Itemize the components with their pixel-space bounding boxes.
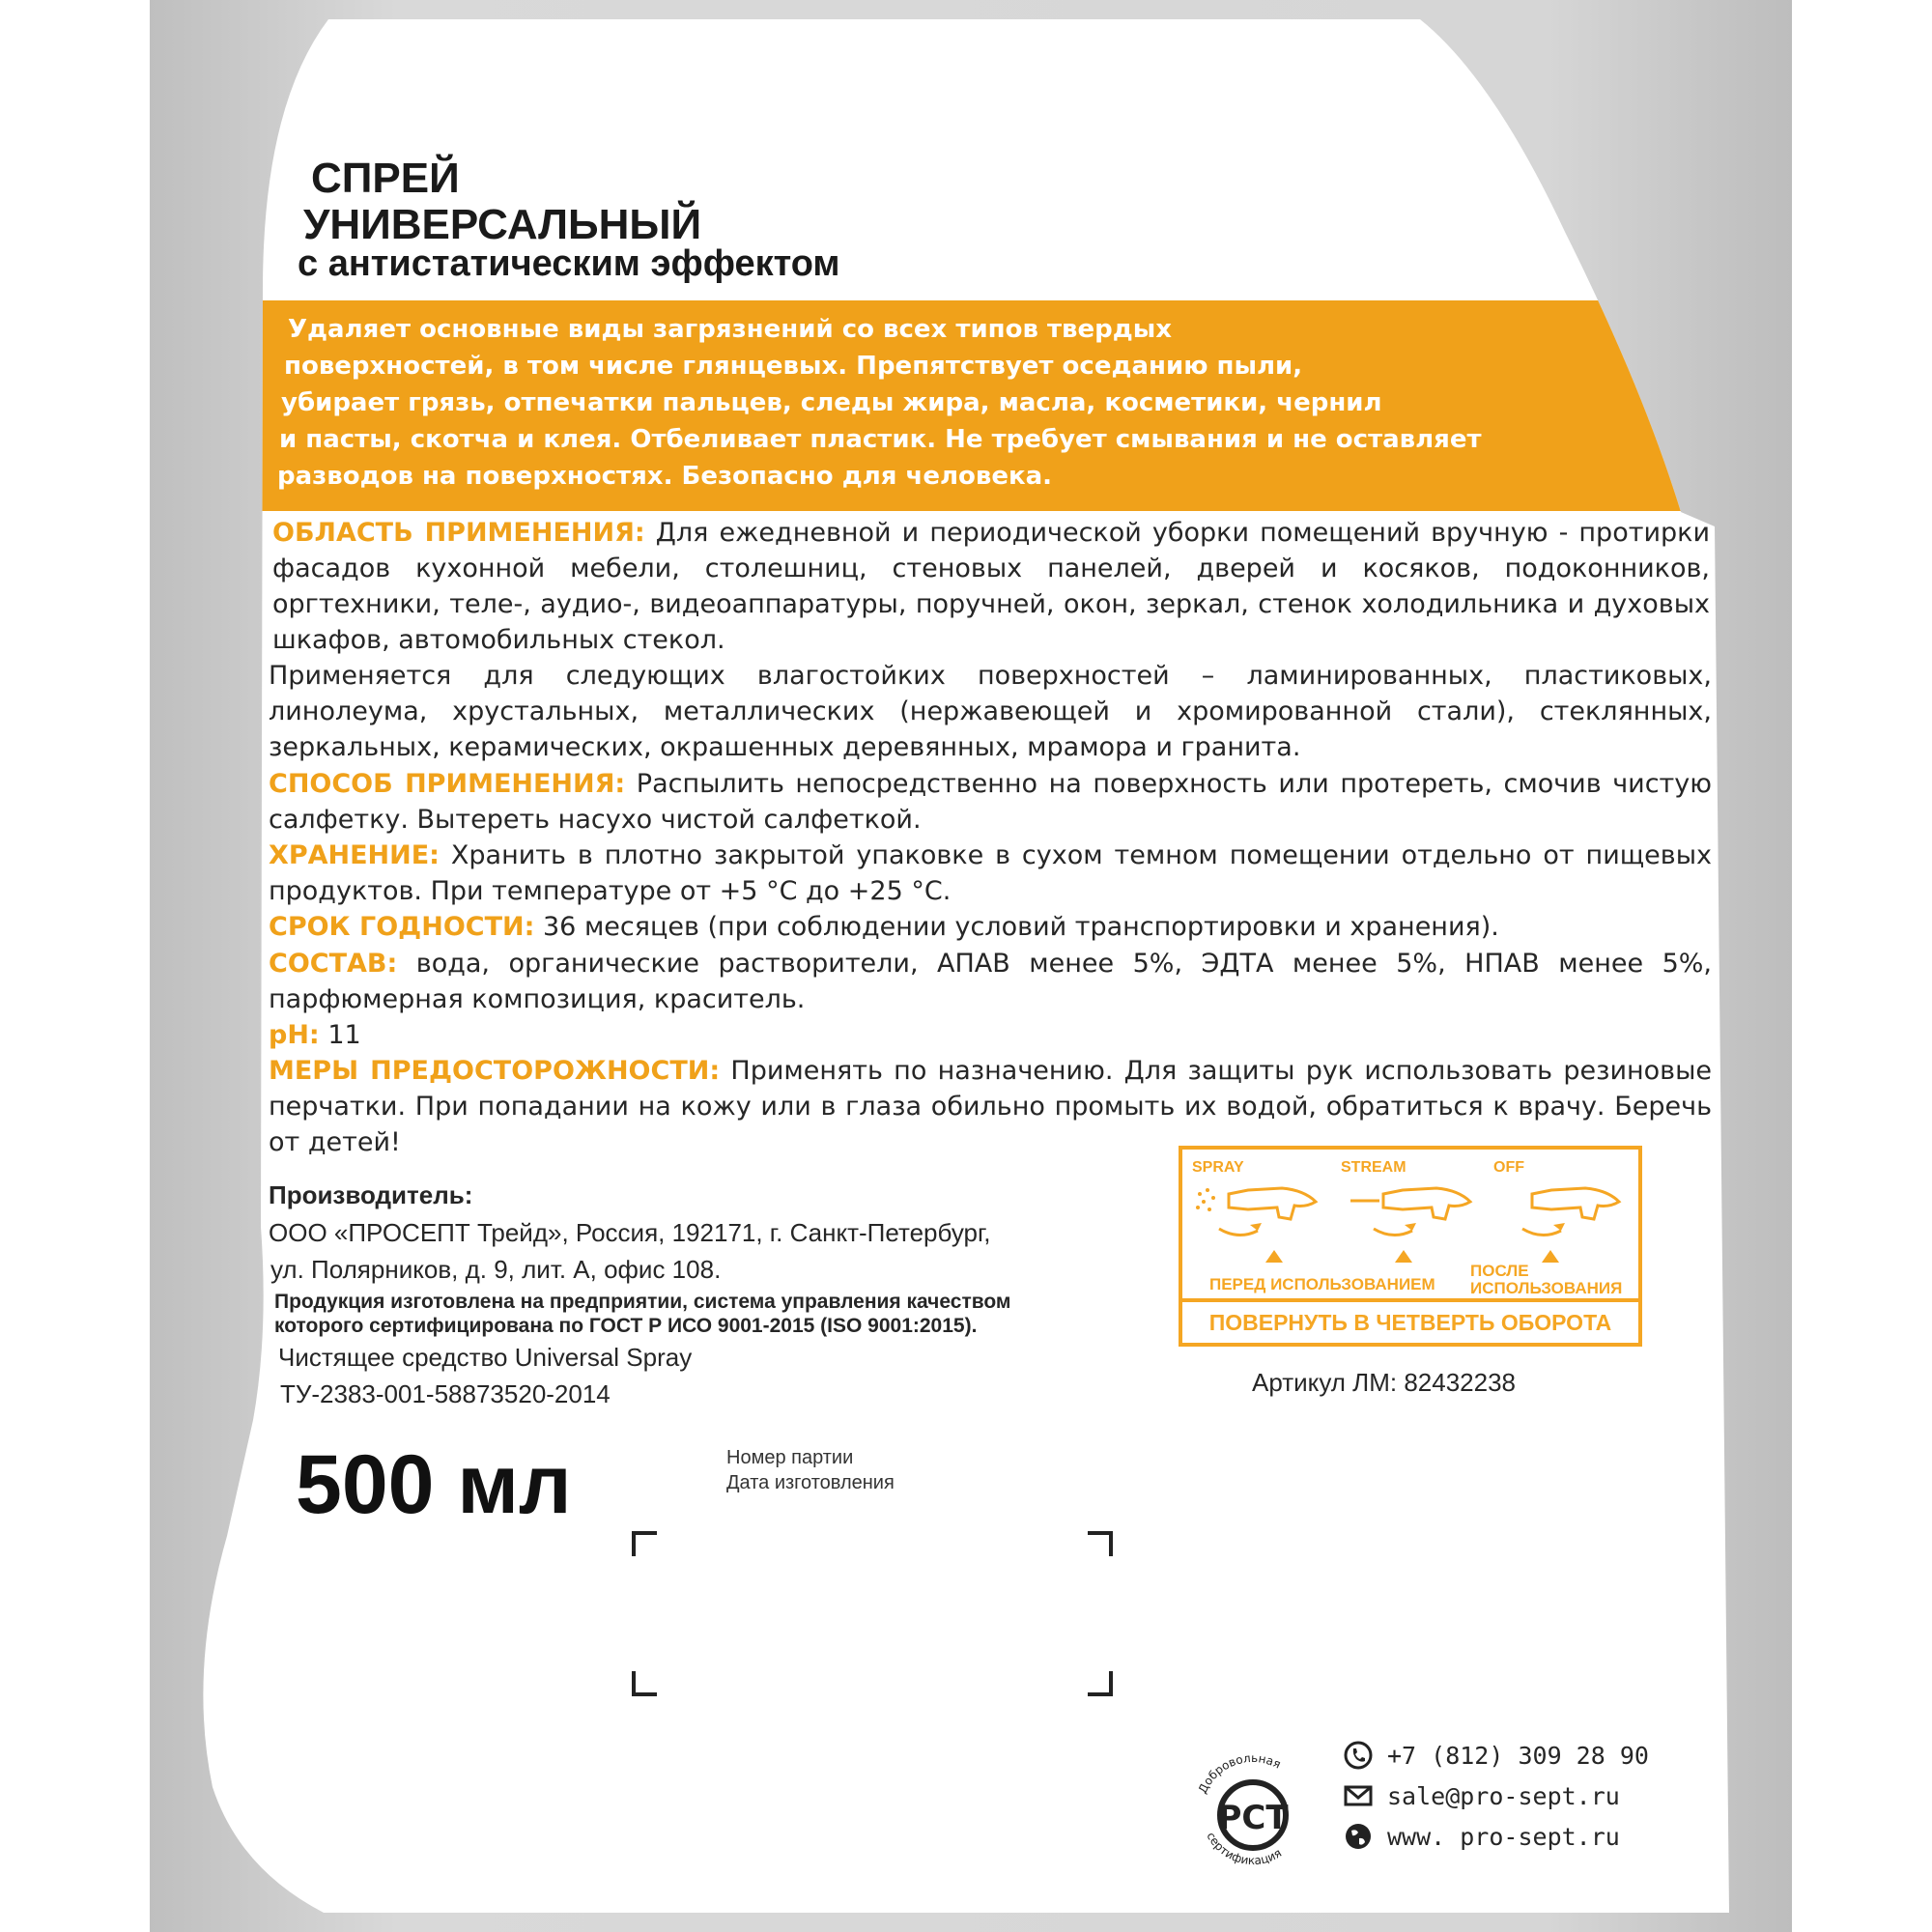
composition-text: вода, органические растворители, АПАВ менее 5%, ЭДТА менее 5%, НПАВ менее 5%, парфюмерная композиция, краситель.	[269, 949, 1712, 1014]
arrow-up-icon	[1265, 1250, 1283, 1263]
email-address[interactable]: sale@pro-sept.ru	[1387, 1781, 1620, 1810]
turn-instruction-banner	[1182, 1298, 1638, 1343]
phone-number[interactable]: +7 (812) 309 28 90	[1387, 1741, 1649, 1770]
mode-label-spray: SPRAY	[1192, 1159, 1244, 1176]
storage-text: Хранить в плотно закрытой упаковке в сухом темном помещении отдельно от пищевых продуктов. При температуре от +5 °С до +25 °С.	[269, 840, 1713, 906]
after-use-caption-line2: ИСПОЛЬЗОВАНИЯ	[1470, 1279, 1623, 1297]
product-subtitle: с антистатическим эффектом	[298, 243, 840, 284]
nozzle-stream-icon	[1345, 1180, 1490, 1248]
shelf-life-section	[269, 909, 1712, 945]
promo-line: разводов на поверхностях. Безопасно для человека.	[277, 462, 1053, 491]
contact-web	[1343, 1820, 1620, 1853]
product-title-line2: УНИВЕРСАЛЬНЫЙ	[303, 201, 702, 248]
certification-seal-icon	[1188, 1748, 1318, 1878]
manufacturer-address-line2: ул. Полярников, д. 9, лит. А, офис 108.	[270, 1255, 722, 1284]
usage-area-text: Для ежедневной и периодической уборки помещений вручную - протирки фасадов кухонной мебели, столешниц, стеновых панелей, дверей и косяков, подоконников, оргтехники, теле-, аудио-, видеоаппаратуры, поручней, окон, зеркал, стенок холодильника и духовых шкафов, автомобильных стекол.	[272, 518, 1710, 655]
mode-label-off: OFF	[1493, 1159, 1524, 1176]
surfaces-text: Применяется для следующих влагостойких поверхностей – ламинированных, пластиковых, линолеума, хрустальных, металлических (нержавеющей и хромированной стали), стеклянных, зеркальных, керамических, окрашенных деревянных, мрамора и гранита.	[269, 661, 1712, 762]
contact-phone	[1343, 1739, 1649, 1772]
method-title: СПОСОБ ПРИМЕНЕНИЯ:	[269, 769, 626, 799]
precautions-text: Применять по назначению. Для защиты рук использовать резиновые перчатки. При попадании на кожу или в глаза обильно промыть их водой, обратиться к врачу. Беречь от детей!	[269, 1056, 1713, 1157]
before-use-caption: ПЕРЕД ИСПОЛЬЗОВАНИЕМ	[1209, 1275, 1435, 1293]
quality-statement: Продукция изготовлена на предприятии, система управления качеством	[274, 1291, 1011, 1313]
stamp-corner	[1088, 1671, 1113, 1696]
svg-text:Добровольная: Добровольная	[1195, 1750, 1284, 1796]
ph-section	[269, 1017, 1712, 1053]
storage-section	[269, 838, 1712, 909]
article-number: Артикул ЛМ: 82432238	[1252, 1368, 1516, 1397]
phone-icon	[1343, 1740, 1374, 1771]
nozzle-spray-icon	[1190, 1180, 1335, 1248]
arrow-up-icon	[1395, 1250, 1412, 1263]
precautions-title: МЕРЫ ПРЕДОСТОРОЖНОСТИ:	[269, 1056, 721, 1086]
composition-title: СОСТАВ:	[269, 949, 398, 979]
promo-line: Удаляет основные виды загрязнений со всех типов твердых	[288, 315, 1173, 344]
nozzle-instructions	[1179, 1146, 1642, 1347]
turn-instruction: ПОВЕРНУТЬ В ЧЕТВЕРТЬ ОБОРОТА	[1208, 1309, 1612, 1335]
manufacturer-heading: Производитель:	[269, 1180, 473, 1209]
composition-section	[269, 946, 1712, 1017]
stamp-corner	[1088, 1531, 1113, 1556]
website-link[interactable]: www. pro-sept.ru	[1387, 1822, 1620, 1851]
tu-number: ТУ-2383-001-58873520-2014	[280, 1379, 611, 1408]
nozzle-off-icon	[1493, 1180, 1638, 1248]
certification-mark: РСТ	[1217, 1799, 1289, 1837]
promo-line: поверхностей, в том числе глянцевых. Препятствует оседанию пыли,	[284, 352, 1303, 381]
promo-line: убирает грязь, отпечатки пальцев, следы жира, масла, косметики, чернил	[281, 388, 1382, 417]
shelf-life-title: СРОК ГОДНОСТИ:	[269, 912, 535, 942]
stamp-corner	[632, 1671, 657, 1696]
mail-icon	[1343, 1780, 1374, 1811]
ph-text: 11	[327, 1020, 361, 1050]
storage-title: ХРАНЕНИЕ:	[269, 840, 440, 870]
product-title: СПРЕЙ	[311, 155, 460, 202]
quality-statement-line2: которого сертифицирована по ГОСТ Р ИСО 9001-2015 (ISO 9001:2015).	[274, 1315, 978, 1337]
batch-number-label: Номер партии	[726, 1447, 854, 1468]
volume: 500 мл	[296, 1438, 572, 1531]
usage-area-section	[272, 515, 1710, 658]
manufacturer-address: ООО «ПРОСЕПТ Трейд», Россия, 192171, г. Санкт-Петербург,	[269, 1218, 991, 1247]
ph-title: pH:	[269, 1020, 320, 1050]
svg-text:сертификация: сертификация	[1204, 1830, 1285, 1868]
contact-email	[1343, 1779, 1620, 1812]
mode-label-stream: STREAM	[1341, 1159, 1406, 1176]
method-text: Распылить непосредственно на поверхность или протереть, смочив чистую салфетку. Вытереть насухо чистой салфеткой.	[269, 769, 1712, 835]
precautions-section	[269, 1053, 1712, 1160]
arrow-up-icon	[1542, 1250, 1559, 1263]
product-name: Чистящее средство Universal Spray	[278, 1343, 693, 1372]
surfaces-section	[269, 658, 1712, 765]
after-use-caption: ПОСЛЕ	[1470, 1262, 1529, 1280]
stamp-corner	[632, 1531, 657, 1556]
usage-area-title: ОБЛАСТЬ ПРИМЕНЕНИЯ:	[272, 518, 645, 548]
manufacture-date-label: Дата изготовления	[726, 1472, 895, 1493]
shelf-life-text: 36 месяцев (при соблюдении условий транспортировки и хранения).	[543, 912, 1499, 942]
globe-icon	[1343, 1821, 1374, 1852]
promo-line: и пасты, скотча и клея. Отбеливает пластик. Не требует смывания и не оставляет	[279, 425, 1482, 454]
method-section	[269, 766, 1712, 838]
